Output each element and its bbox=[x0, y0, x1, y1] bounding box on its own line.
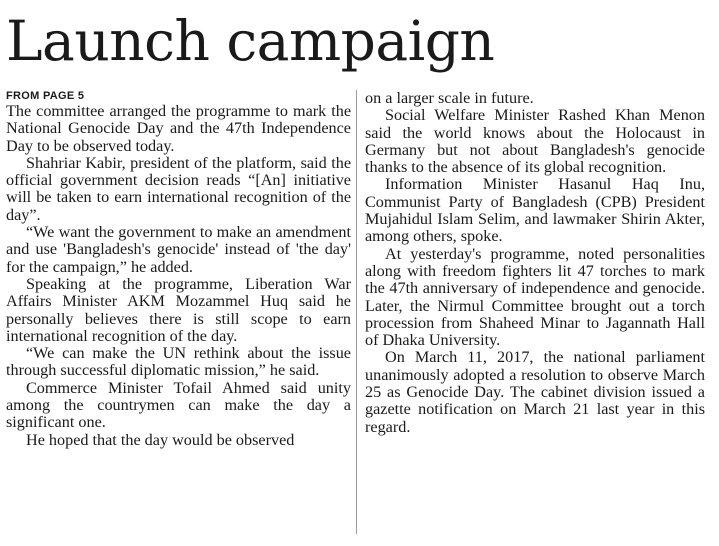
paragraph: Shahriar Kabir, president of the platform, said the official government decision reads “[An] initiative will be taken to earn international recognition of the day”. bbox=[6, 153, 351, 224]
paragraph: Information Minister Hasanul Haq Inu, Communist Party of Bangladesh (CPB) President Mujahidul Islam Selim, and lawmaker Shirin Akter, among others, spoke. bbox=[365, 175, 705, 246]
column-divider bbox=[356, 90, 357, 534]
paragraph: “We want the government to make an amendment and use 'Bangladesh's genocide' instead of 'the day' for the campaign,” he added. bbox=[6, 223, 351, 276]
paragraph: On March 11, 2017, the national parliament unanimously adopted a resolution to observe March 25 as Genocide Day. The cabinet division issued a gazette notification on March 21 last year in this regard. bbox=[365, 348, 705, 436]
paragraph: He hoped that the day would be observed bbox=[26, 430, 295, 449]
paragraph: Speaking at the programme, Liberation War Affairs Minister AKM Mozammel Huq said he personally believes there is still scope to earn international recognition of the day. bbox=[6, 274, 351, 345]
article-column-right bbox=[365, 90, 705, 436]
paragraph: on a larger scale in future. bbox=[365, 89, 534, 107]
paragraph: The committee arranged the programme to mark the National Genocide Day and the 47th Independence Day to be observed today. bbox=[6, 102, 351, 155]
paragraph: Commerce Minister Tofail Ahmed said unity among the countrymen can make the day a significant one. bbox=[6, 378, 351, 432]
article-column-left bbox=[6, 90, 351, 449]
paragraph: At yesterday's programme, noted personalities along with freedom fighters lit 47 torches to mark the 47th anniversary of independence and genocide. Later, the Nirmul Committee brought out a torch procession from Shaheed Minar to Jagannath Hall of Dhaka University. bbox=[365, 244, 705, 350]
paragraph: Social Welfare Minister Rashed Khan Menon said the world knows about the Holocaust in Germany but not about Bangladesh's genocide thanks to the absence of its global recognition. bbox=[365, 106, 705, 177]
headline: Launch campaign bbox=[6, 9, 495, 73]
continued-from-label: FROM PAGE 5 bbox=[6, 90, 85, 102]
paragraph: “We can make the UN rethink about the issue through successful diplomatic mission,” he said. bbox=[6, 344, 351, 380]
